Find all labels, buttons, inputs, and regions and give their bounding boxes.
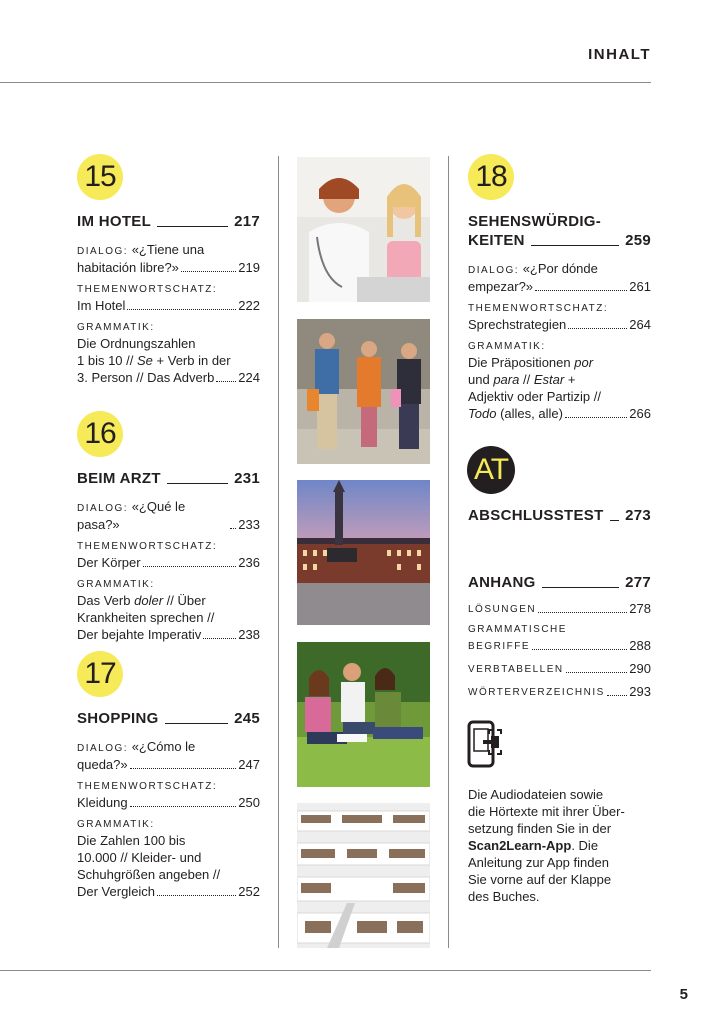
entry-text: und xyxy=(468,372,490,387)
photo-shopping-people xyxy=(297,319,430,464)
chapter-18-title-line2: KEITEN xyxy=(468,232,525,249)
themen-label: THEMENWORTSCHATZ: xyxy=(468,303,609,314)
audio-text-line: des Buches. xyxy=(468,889,540,904)
dot-leader xyxy=(157,895,236,896)
entry-text: Der Körper xyxy=(77,555,141,570)
entry-text: + xyxy=(567,372,576,387)
dot-leader xyxy=(127,309,236,310)
chapter-16-block xyxy=(77,469,260,643)
entry-text: Kleidung xyxy=(77,795,128,810)
photo-doctor-child xyxy=(297,157,430,302)
entry-text-italic: doler xyxy=(134,593,164,608)
entry-page: 252 xyxy=(238,884,260,899)
chapter-18-block xyxy=(468,212,651,422)
dot-leader xyxy=(130,806,237,807)
ch16-dialog-entry[interactable] xyxy=(77,498,260,533)
entry-text: // xyxy=(593,389,601,404)
photo-plaza-mayor xyxy=(297,480,430,625)
audio-info-text xyxy=(468,786,651,905)
entry-text: // xyxy=(522,372,531,387)
entry-page: 250 xyxy=(238,795,260,810)
ch18-grammatik-entry[interactable] xyxy=(468,340,651,422)
leader-line xyxy=(531,245,619,246)
ch18-dialog-entry[interactable] xyxy=(468,260,651,295)
chapter-17-badge: 17 xyxy=(77,651,123,697)
anhang-item-label: LÖSUNGEN xyxy=(468,604,537,615)
chapter-15-title: IM HOTEL xyxy=(77,213,152,230)
ch15-themen-entry[interactable] xyxy=(77,283,260,314)
chapter-17-heading[interactable] xyxy=(77,709,260,728)
top-rule xyxy=(0,82,651,83)
entry-page: 236 xyxy=(238,555,260,570)
entry-text: + Verb in der xyxy=(156,353,231,368)
anhang-item-page: 290 xyxy=(629,661,651,676)
dot-leader xyxy=(230,528,236,529)
entry-text-italic: Estar xyxy=(533,372,565,387)
anhang-item-page: 293 xyxy=(629,684,651,699)
column-divider-left xyxy=(278,156,279,948)
entry-text: Krankheiten sprechen // xyxy=(77,610,215,625)
chapter-18-heading[interactable] xyxy=(468,212,651,250)
entry-text-italic: para xyxy=(493,372,520,387)
chapter-16-badge: 16 xyxy=(77,411,123,457)
ch18-themen-entry[interactable] xyxy=(468,302,651,333)
dot-leader xyxy=(143,566,237,567)
audio-text-line: Sie vorne auf der Klappe xyxy=(468,872,612,887)
dot-leader xyxy=(203,638,236,639)
chapter-15-heading[interactable] xyxy=(77,212,260,231)
entry-text-italic: Se xyxy=(137,353,153,368)
leader-line xyxy=(610,520,619,521)
anhang-item-loesungen[interactable] xyxy=(468,600,651,617)
chapter-16-page: 231 xyxy=(234,470,260,487)
entry-text: Sprechstrategien xyxy=(468,317,567,332)
entry-text: empezar?» xyxy=(468,279,534,294)
audio-text-line: Anleitung zur App finden xyxy=(468,855,609,870)
chapter-15-block xyxy=(77,212,260,386)
entry-text: Adjektiv oder Partizip xyxy=(468,389,591,404)
dot-leader xyxy=(568,328,627,329)
entry-text: 1 bis 10 // xyxy=(77,353,134,368)
entry-text: «¿Cómo le xyxy=(131,739,196,754)
leader-line xyxy=(157,226,228,227)
chapter-16-title: BEIM ARZT xyxy=(77,470,161,487)
anhang-item-verbtabellen[interactable] xyxy=(468,660,651,677)
ch16-themen-entry[interactable] xyxy=(77,540,260,571)
entry-page: 219 xyxy=(238,260,260,275)
anhang-item-begriffe[interactable] xyxy=(468,623,651,654)
grammatik-label: GRAMMATIK: xyxy=(468,341,546,352)
chapter-15-badge: 15 xyxy=(77,154,123,200)
dot-leader xyxy=(181,271,236,272)
entry-text: Schuhgrößen angeben // xyxy=(77,867,221,882)
photo-library xyxy=(297,803,430,948)
entry-text: Die Zahlen 100 bis xyxy=(77,833,186,848)
entry-page: 233 xyxy=(238,517,260,532)
audio-text-line: Die Audiodateien sowie xyxy=(468,787,604,802)
entry-text: Das Verb xyxy=(77,593,131,608)
anhang-item-woerterverzeichnis[interactable] xyxy=(468,683,651,700)
abschlusstest-page: 273 xyxy=(625,507,651,524)
ch16-grammatik-entry[interactable] xyxy=(77,578,260,643)
chapter-17-page: 245 xyxy=(234,710,260,727)
abschlusstest-heading[interactable] xyxy=(468,506,651,525)
audio-text-line: die Hörtexte mit ihrer Über- xyxy=(468,804,625,819)
dot-leader xyxy=(216,381,236,382)
entry-text: queda?» xyxy=(77,757,128,772)
anhang-item-page: 278 xyxy=(629,601,651,616)
anhang-item-label: VERBTABELLEN xyxy=(468,664,564,675)
chapter-17-block xyxy=(77,709,260,900)
entry-text: Der bejahte Imperativ xyxy=(77,627,202,642)
entry-text: Der Vergleich xyxy=(77,884,156,899)
leader-line xyxy=(542,587,619,588)
entry-text: «¿Qué le pasa?» xyxy=(77,499,186,532)
grammatik-label: GRAMMATIK: xyxy=(77,322,155,333)
entry-text-italic: Todo xyxy=(468,406,497,421)
entry-text: (alles, alle) xyxy=(500,406,563,421)
ch15-dialog-entry[interactable] xyxy=(77,241,260,276)
anhang-title: ANHANG xyxy=(468,574,536,591)
anhang-item-label: GRAMMATISCHE xyxy=(468,624,567,635)
ch17-grammatik-entry[interactable] xyxy=(77,818,260,900)
anhang-item-page: 288 xyxy=(629,638,651,653)
chapter-18-page: 259 xyxy=(625,232,651,249)
dot-leader xyxy=(538,612,627,613)
entry-page: 224 xyxy=(238,370,260,385)
dialog-label: DIALOG: xyxy=(468,265,520,276)
ch17-themen-entry[interactable] xyxy=(77,780,260,811)
dialog-label: DIALOG: xyxy=(77,246,129,257)
photo-students-park xyxy=(297,642,430,787)
audio-text-line: . Die xyxy=(571,838,599,853)
entry-text: 3. Person // Das Adverb xyxy=(77,370,215,385)
anhang-heading[interactable] xyxy=(468,573,651,592)
entry-text: «¿Por dónde xyxy=(522,261,598,276)
anhang-item-label: WÖRTERVERZEICHNIS xyxy=(468,687,605,698)
page-header-title: INHALT xyxy=(588,46,651,63)
entry-text: habitación libre?» xyxy=(77,260,179,275)
grammatik-label: GRAMMATIK: xyxy=(77,819,155,830)
leader-line xyxy=(167,483,228,484)
entry-text: Die Ordnungszahlen xyxy=(77,336,196,351)
dot-leader xyxy=(607,695,627,696)
audio-text-line: setzung finden Sie in der xyxy=(468,821,612,836)
dialog-label: DIALOG: xyxy=(77,503,129,514)
anhang-block xyxy=(468,573,651,700)
chapter-18-title-line1: SEHENSWÜRDIG- xyxy=(468,213,602,230)
dialog-label: DIALOG: xyxy=(77,743,129,754)
themen-label: THEMENWORTSCHATZ: xyxy=(77,541,218,552)
entry-page: 261 xyxy=(629,279,651,294)
entry-text: Die Präpositionen xyxy=(468,355,571,370)
leader-line xyxy=(165,723,228,724)
entry-text: Im Hotel xyxy=(77,298,126,313)
chapter-16-heading[interactable] xyxy=(77,469,260,488)
entry-text: «¿Tiene una xyxy=(131,242,205,257)
chapter-17-title: SHOPPING xyxy=(77,710,159,727)
ch15-grammatik-entry[interactable] xyxy=(77,321,260,386)
column-divider-right xyxy=(448,156,449,948)
entry-page: 264 xyxy=(629,317,651,332)
dot-leader xyxy=(535,290,627,291)
themen-label: THEMENWORTSCHATZ: xyxy=(77,284,218,295)
dot-leader xyxy=(565,417,627,418)
entry-text: // Über xyxy=(166,593,206,608)
entry-text-italic: por xyxy=(574,355,594,370)
dot-leader xyxy=(130,768,237,769)
chapter-15-page: 217 xyxy=(234,213,260,230)
page-number: 5 xyxy=(679,986,688,1003)
entry-page: 222 xyxy=(238,298,260,313)
entry-page: 266 xyxy=(629,406,651,421)
entry-page: 247 xyxy=(238,757,260,772)
app-name: Scan2Learn-App xyxy=(468,838,572,853)
grammatik-label: GRAMMATIK: xyxy=(77,579,155,590)
themen-label: THEMENWORTSCHATZ: xyxy=(77,781,218,792)
phone-scan-icon xyxy=(467,720,503,770)
entry-text: 10.000 // Kleider- und xyxy=(77,850,202,865)
anhang-page: 277 xyxy=(625,574,651,591)
abschlusstest-badge: AT xyxy=(467,446,515,494)
ch17-dialog-entry[interactable] xyxy=(77,738,260,773)
bottom-rule xyxy=(0,970,651,971)
dot-leader xyxy=(532,649,627,650)
abschlusstest-title: ABSCHLUSSTEST xyxy=(468,507,604,524)
dot-leader xyxy=(566,672,628,673)
entry-page: 238 xyxy=(238,627,260,642)
chapter-18-badge: 18 xyxy=(468,154,514,200)
anhang-item-label: BEGRIFFE xyxy=(468,641,531,652)
